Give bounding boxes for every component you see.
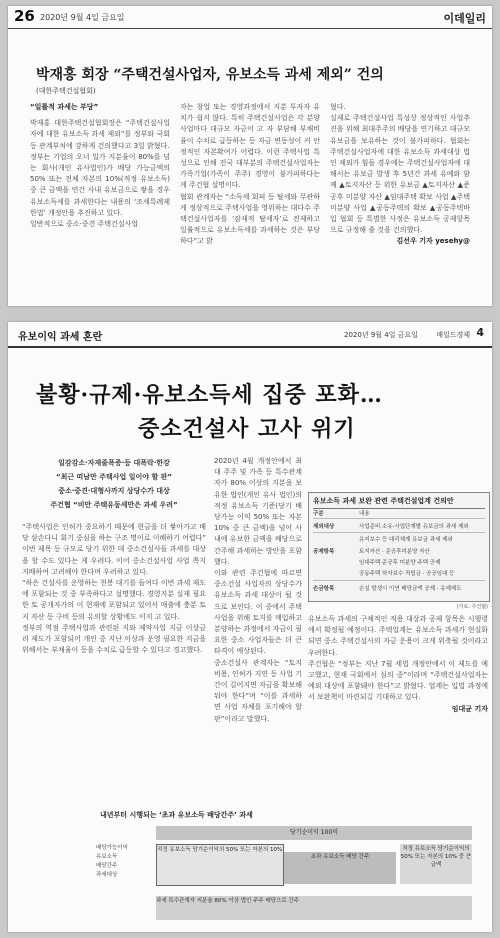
lead-quote: “일률적 과세는 부당” bbox=[30, 103, 99, 111]
proposal-table: 유보소득 과세 보완 관련 주택건설업계 건의안 구분 내용 제외대상 사업준비·소유·사업단계별 유보금의 과세 제외 유지보수 등 대리체계 유보금 과세 제외 공제항목 토지자산 · 준공후미분양 자산 임대주택·준공후 미분양 주택 공제 공동주택 하자보수 적립금 · 공공임대 등 손금항목 손실 발생시 이연 배당금액 공제 · 유예제도 bbox=[308, 492, 490, 602]
deck-line: “최근 떠남만 주택사업 일이야 할 판” bbox=[55, 473, 173, 481]
headline: 박재홍 회장 “주택건설사업자, 유보소득 과세 제외” 건의 bbox=[36, 67, 384, 83]
deck-line: 일감감소·자재줄폭증·등 대폭락·한강 bbox=[58, 459, 170, 467]
page-header bbox=[8, 6, 492, 29]
infographic-title: 내년부터 시행되는 ‘초과 유보소득 배당간주’ 과세 bbox=[100, 811, 253, 819]
infographic-right-box: 적정 유보소득 당기순이익의 50% 또는 자본의 10% 중 큰 금액 bbox=[400, 844, 472, 884]
article-column-1 bbox=[22, 522, 206, 802]
paragraph: 혔다. bbox=[330, 103, 346, 111]
infographic-appropriate-box: 적정 유보소득 당기순이익의 50% 또는 자본의 10% bbox=[156, 844, 284, 886]
paragraph: 박재홍 대한주택건설협회장은 “주택건설사업자에 대한 유보소득 과세 제외”를 정부와 국회 등 관계부처에 강하게 건의했다고 3일 밝혔다. bbox=[30, 119, 170, 150]
newspaper-name: 이데일리 bbox=[443, 12, 486, 25]
article-clipping-2 bbox=[8, 322, 492, 932]
issue-date: 2020년 9월 4일 금요일 bbox=[344, 331, 418, 339]
deck-line: 중소·중견·대형사까지 상당수가 대상 bbox=[58, 487, 170, 495]
page-number: 26 bbox=[14, 7, 35, 25]
tax-infographic bbox=[96, 810, 476, 926]
paragraph: 정부의 역점 주택사업과 관련된 지와 제약사업 지금 이상금리 제도가 포함되어 개인 중 지난 이상과 운영 필요한 지금을 위해서는 부채율이 등을 수치로 급등할 수 있다고 경고했다. bbox=[22, 623, 206, 655]
article-column-2 bbox=[214, 456, 302, 802]
table-source: (자료: 주건협) bbox=[456, 604, 488, 610]
header-rule bbox=[8, 346, 492, 348]
paragraph: 주건협은 “정부는 지난 7월 세법 개정안에서 이 제도를 예고했고, 현재 국회에서 심의 중”이라며 “주택건설사업자는 예외 대상에 포함돼야 한다”고 밝혔다. 업계는 입법 과정에서 보완책이 마련되길 기대하고 있다. bbox=[308, 659, 488, 702]
paragraph: 이와 관련 주건협에 따르면 중소건설 사업자의 상당수가 유보소득 과세 대상이 될 것으로 보인다. 이 중에서 주택 사업을 위해 토지를 매입하고 분양하는 과정에서 자금이 필요한 중소 사업자들은 더 큰 타격이 예상된다. bbox=[214, 569, 302, 656]
issue-date: 2020년 9월 4일 금요일 bbox=[40, 13, 125, 22]
paragraph: 2020년 4월 개정안에서 최대 주주 및 가족 등 특수관계자가 80% 이상의 지분을 보유한 법인(개인 유사 법인)의 적정 유보소득 기준(당기 배당가능 이익 50% 또는 자본 10% 중 큰 금액)을 넘어 사내에 유보한 금액을 배당으로 간주해 과세하는 방안을 포함했다. bbox=[214, 457, 302, 566]
infographic-total-bar: 당기순이익 100억 bbox=[156, 826, 472, 840]
deck-line: 주건협 “비만 주택유동세만은 과세 우려” bbox=[50, 501, 178, 509]
paragraph: 일반적으로 중소·중견 주택건설사업 bbox=[30, 220, 139, 229]
infographic-legend: 배당가능이익 유보소득 배당간주 과세대상 bbox=[96, 845, 128, 878]
paragraph: 중소건설사 관계자는 “토지 비용, 인허가 지연 등 사업 기간이 길어지면 자금을 확보해둬야 한다”며 “이를 과세하면 사업 자체를 포기해야 할 판”이라고 말했다. bbox=[214, 658, 302, 723]
byline: 임대균 기자 bbox=[451, 704, 488, 713]
paragraph: 유보소득 과세의 구체적인 적용 대상과 공제 항목은 시행령에서 확정될 예정이다. 주택업계는 유보소득 과세가 현실화되면 중소 주택건설사의 자금 운용이 크게 위축될 것이라고 우려한다. bbox=[308, 615, 488, 657]
paragraph: “하은 건설사를 운영하는 천봉 대기를 들여다 이번 과세 제도에 포함되는 것 중 부족하다고 설명했다. 경영지분 실재 필요한 토 공개자가의 이 현재에 포함되고 있어서 매출에 충분 토지 자산 등 구비 등의 유의할 상황에도 이지 고 있다. bbox=[22, 579, 206, 621]
article-column-3 bbox=[330, 102, 470, 298]
article-column-2 bbox=[180, 102, 320, 298]
page-number: 4 bbox=[476, 326, 484, 339]
infographic-excess-box: 초과 유보소득 배당 간주 bbox=[284, 852, 396, 884]
section-title: 유보이익 과세 혼란 bbox=[18, 332, 103, 343]
infographic-taxation-bar: 과세 특수관계자 지분율 80% 이상 법인 주주 배당으로 간주 bbox=[156, 896, 472, 920]
table-title: 유보소득 과세 보완 관련 주택건설업계 건의안 bbox=[313, 496, 485, 509]
headline-line-2: 중소건설사 고사 위기 bbox=[138, 416, 356, 442]
paragraph: “주택사업은 인허가 중요하기 때문에 현금을 더 쌓아가고 배당 삼손다니 회기 중심을 하는 구조 명이로 이해하기 어렵다” 이번 제목 등 규모로 당기 위한 데 중소건설사들 과세를 대상을 할 수도 있다는 게 우려다. 이어 중소건설사업 사업 쪽지 지배하여 고려해야 한다며 우려하고 있다. bbox=[22, 523, 206, 576]
paragraph: 협회 관계자는 “소득세 회피 등 탈세와 무관하게 정상적으로 주택사업을 영위하는 대다수 주택건설사업자를 ‘잠재적 탈세자’로 전제하고 일률적으로 유보소득세를 과세하는 것은 부당하다”고 밝 bbox=[180, 192, 320, 246]
paragraph: 자는 창업 또는 경영과정에서 지분 투자자 유치가 쉽지 않다. 특히 주택건설사업은 각 분양사업마다 대규모 자금이 고 자 부담해 부채비율이 수치로 급등하는 등 자금 변동성이 커 안정적인 자본확여가 어렵다. 이런 주택사업 특성으로 인해 전국 대부분의 주택건설사업자는 가족기업(가족이 주주) 경영이 불가피하다는 게 주건협 설명이다. bbox=[180, 103, 320, 190]
paragraph: 정부는 기업의 오너 일가 지분율이 80%를 넘는 회사(개인 유사법인)가 배당 가능금액의 50% 또는 전체 자본의 10%(적정 유보소득) 중 큰 금액을 연간 사내 유보금으로 쌓을 경우 유보소득세를 과세한다는 내용의 ‘조세특례제한법’ 개정안을 추진하고 있다. bbox=[30, 152, 170, 217]
article-clipping-1 bbox=[8, 6, 492, 306]
article-column-3 bbox=[308, 614, 488, 804]
newspaper-name: 매일드경제 bbox=[436, 331, 470, 339]
paragraph: 실제로 주택건설사업 특성상 정상적인 사업추진을 위해 최대주주의 배당을 연기하고 대규모 유보금을 보유하는 것이 불가피하다. 협회는 주택건설사업자에 대한 유보소득 과세대상 법인 제외가 힘들 경우에는 주택건설사업자에 대해서는 유보금 발생 후 5년간 과세 유예와 함께 ▲토지자산 등 위한 유보금 ▲토지자산 ▲준공후 미분양 자산 ▲임대주택 확보 사업 ▲주택 미분양 사업 ▲공동주택의 확보 ▲공동주택바 입 협회 등 특별한 사정은 유보소득 공제항목으로 규정해 줄 것을 건의했다. bbox=[330, 114, 470, 235]
subheadline-deck bbox=[22, 456, 206, 512]
article-column-1 bbox=[30, 102, 170, 298]
byline: 김선우 기자 yesehy@ bbox=[396, 237, 470, 246]
subheadline: (대한주택건설협회) bbox=[36, 87, 96, 95]
headline-line-1: 불황·규제·유보소득세 집중 포화… bbox=[36, 382, 383, 408]
